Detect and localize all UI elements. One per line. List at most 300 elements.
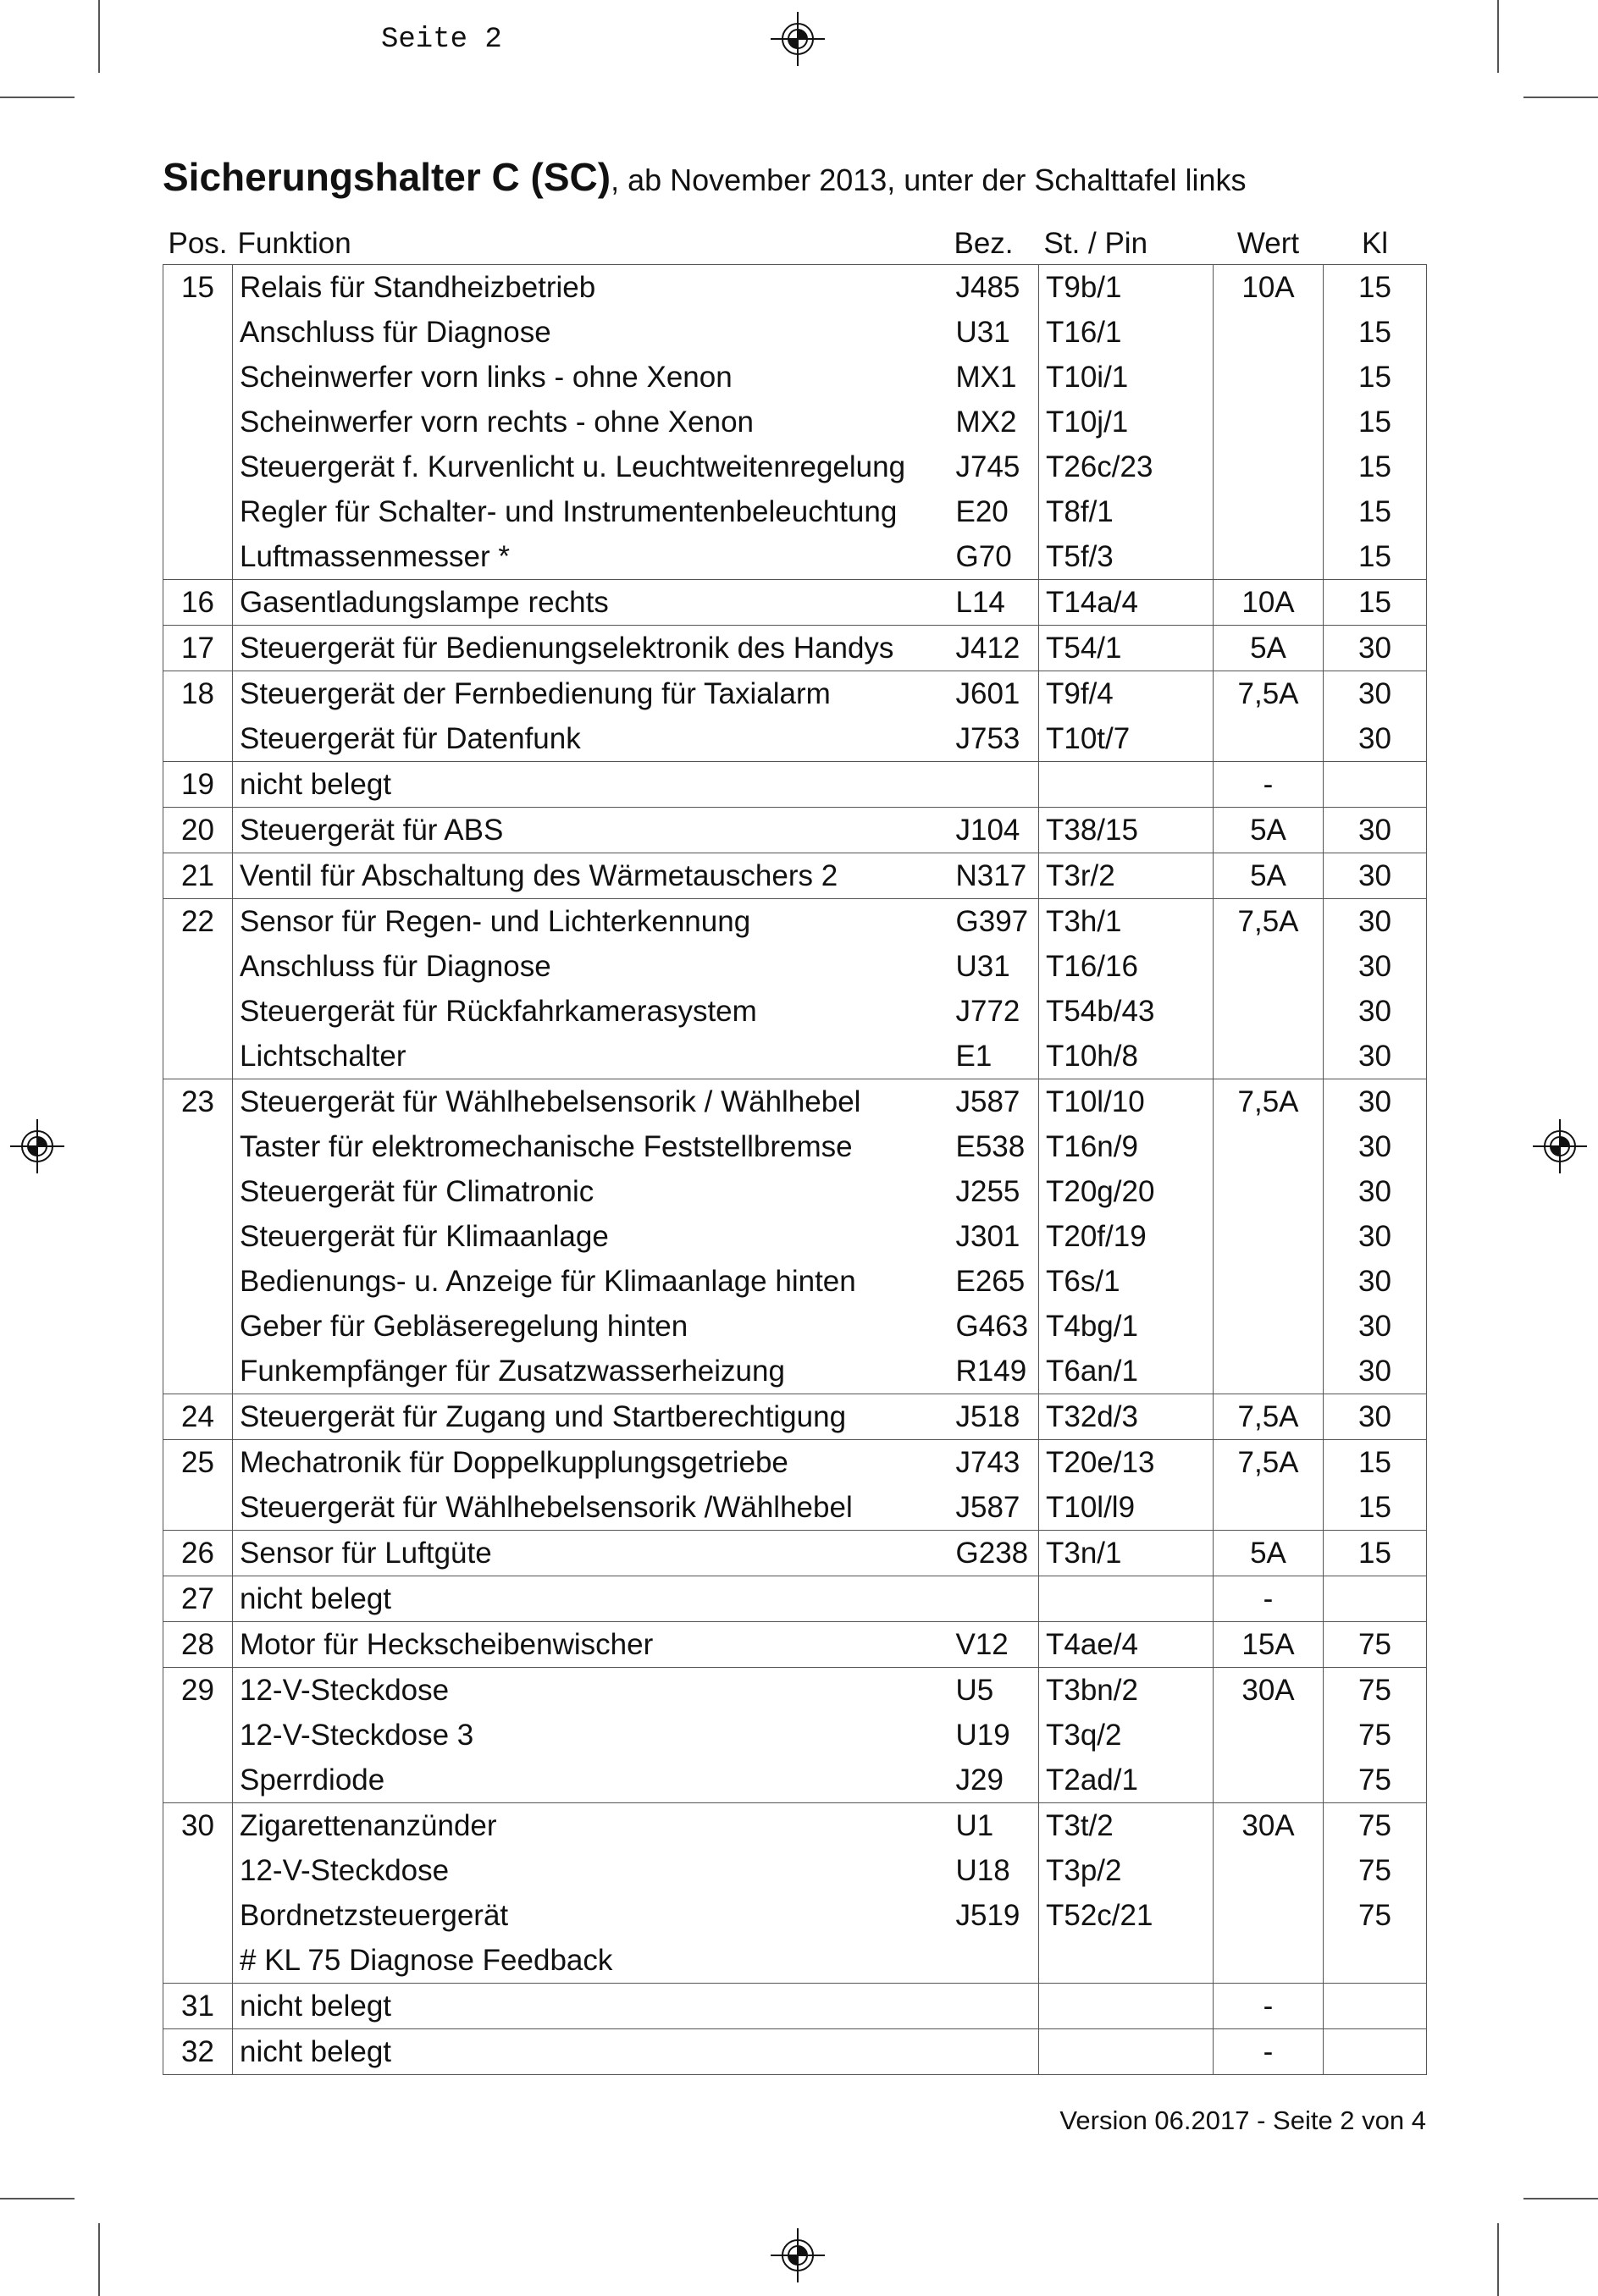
pos-cell [163, 1214, 233, 1259]
pos-cell [163, 1758, 233, 1803]
kl-cell: 75 [1324, 1893, 1427, 1938]
kl-cell: 30 [1324, 853, 1427, 899]
kl-cell: 30 [1324, 1124, 1427, 1169]
kl-cell: 30 [1324, 989, 1427, 1034]
bez-cell: U31 [949, 944, 1039, 989]
function-cell: Steuergerät f. Kurvenlicht u. Leuchtweitenregelung [233, 444, 949, 489]
table-row [163, 716, 1427, 762]
value-cell: - [1214, 1984, 1324, 2029]
bez-cell: J255 [949, 1169, 1039, 1214]
value-cell [1214, 989, 1324, 1034]
pos-cell [163, 355, 233, 400]
pos-cell: 18 [163, 671, 233, 717]
crop-mark [1497, 0, 1499, 73]
function-cell: Bordnetzsteuergerät [233, 1893, 949, 1938]
value-cell [1214, 1214, 1324, 1259]
kl-cell: 30 [1324, 1304, 1427, 1349]
value-cell [1214, 444, 1324, 489]
table-row [163, 1713, 1427, 1758]
function-cell: Steuergerät für Klimaanlage [233, 1214, 949, 1259]
bez-cell: G238 [949, 1531, 1039, 1576]
table-row [163, 580, 1427, 626]
kl-cell: 30 [1324, 671, 1427, 717]
header-function: Funktion [237, 226, 351, 260]
table-row [163, 1803, 1427, 1849]
function-cell: Bedienungs- u. Anzeige für Klimaanlage hinten [233, 1259, 949, 1304]
value-cell [1214, 310, 1324, 355]
value-cell [1214, 355, 1324, 400]
bez-cell: G463 [949, 1304, 1039, 1349]
pos-cell [163, 310, 233, 355]
pin-cell: T26c/23 [1039, 444, 1214, 489]
value-cell: 10A [1214, 580, 1324, 626]
pin-cell: T4ae/4 [1039, 1622, 1214, 1668]
value-cell [1214, 1758, 1324, 1803]
pos-cell [163, 1034, 233, 1079]
table-row [163, 489, 1427, 534]
bez-cell: E1 [949, 1034, 1039, 1079]
function-cell: 12-V-Steckdose 3 [233, 1713, 949, 1758]
bez-cell: J519 [949, 1893, 1039, 1938]
bez-cell: J104 [949, 808, 1039, 853]
table-row [163, 853, 1427, 899]
page-footer: Version 06.2017 - Seite 2 von 4 [1059, 2106, 1426, 2135]
bez-cell: V12 [949, 1622, 1039, 1668]
table-row [163, 1124, 1427, 1169]
pin-cell: T16/16 [1039, 944, 1214, 989]
kl-cell: 15 [1324, 310, 1427, 355]
pos-cell: 25 [163, 1440, 233, 1486]
bez-cell: J587 [949, 1485, 1039, 1531]
pos-cell [163, 444, 233, 489]
pos-cell [163, 1124, 233, 1169]
pin-cell [1039, 1938, 1214, 1984]
header-pin: St. / Pin [1043, 226, 1148, 260]
bez-cell: U19 [949, 1713, 1039, 1758]
pin-cell: T3q/2 [1039, 1713, 1214, 1758]
table-row [163, 265, 1427, 311]
value-cell [1214, 716, 1324, 762]
bez-cell: J601 [949, 671, 1039, 717]
pos-cell [163, 489, 233, 534]
pos-cell [163, 1259, 233, 1304]
function-cell: Scheinwerfer vorn rechts - ohne Xenon [233, 400, 949, 444]
pos-cell: 32 [163, 2029, 233, 2075]
header-value: Wert [1236, 226, 1300, 260]
kl-cell: 30 [1324, 1079, 1427, 1125]
function-cell: nicht belegt [233, 1576, 949, 1622]
kl-cell: 75 [1324, 1713, 1427, 1758]
function-cell: Taster für elektromechanische Feststellbremse [233, 1124, 949, 1169]
table-row [163, 1848, 1427, 1893]
title-main: Sicherungshalter C (SC) [163, 155, 611, 199]
title-sub: , ab November 2013, unter der Schalttafel links [611, 163, 1247, 197]
pos-cell: 19 [163, 762, 233, 808]
kl-cell: 75 [1324, 1803, 1427, 1849]
table-row [163, 1938, 1427, 1984]
pos-cell: 28 [163, 1622, 233, 1668]
kl-cell: 30 [1324, 1349, 1427, 1394]
pos-cell [163, 1349, 233, 1394]
bez-cell: U1 [949, 1803, 1039, 1849]
pin-cell: T2ad/1 [1039, 1758, 1214, 1803]
bez-cell: J745 [949, 444, 1039, 489]
function-cell: Anschluss für Diagnose [233, 944, 949, 989]
bez-cell: J301 [949, 1214, 1039, 1259]
pos-cell: 16 [163, 580, 233, 626]
function-cell: Funkempfänger für Zusatzwasserheizung [233, 1349, 949, 1394]
table-row [163, 400, 1427, 444]
table-row [163, 989, 1427, 1034]
registration-mark-bottom [771, 2228, 825, 2282]
table-row [163, 355, 1427, 400]
function-cell: Anschluss für Diagnose [233, 310, 949, 355]
kl-cell: 15 [1324, 265, 1427, 311]
table-row [163, 808, 1427, 853]
table-row [163, 1259, 1427, 1304]
function-cell: Zigarettenanzünder [233, 1803, 949, 1849]
registration-mark-left [10, 1119, 64, 1173]
pin-cell: T6an/1 [1039, 1349, 1214, 1394]
value-cell: 10A [1214, 265, 1324, 311]
bez-cell: E265 [949, 1259, 1039, 1304]
bez-cell: J485 [949, 265, 1039, 311]
header-pos: Pos. [168, 226, 228, 260]
pin-cell [1039, 1984, 1214, 2029]
table-row [163, 1531, 1427, 1576]
pin-cell: T10h/8 [1039, 1034, 1214, 1079]
kl-cell [1324, 1984, 1427, 2029]
kl-cell: 15 [1324, 534, 1427, 580]
table-row [163, 762, 1427, 808]
kl-cell: 15 [1324, 1440, 1427, 1486]
kl-cell: 30 [1324, 899, 1427, 945]
bez-cell [949, 762, 1039, 808]
pos-cell [163, 989, 233, 1034]
kl-cell: 30 [1324, 1259, 1427, 1304]
pin-cell: T10t/7 [1039, 716, 1214, 762]
kl-cell: 15 [1324, 1531, 1427, 1576]
value-cell [1214, 944, 1324, 989]
page-header-label: Seite 2 [381, 24, 502, 56]
bez-cell: J743 [949, 1440, 1039, 1486]
value-cell: 7,5A [1214, 1440, 1324, 1486]
pin-cell: T6s/1 [1039, 1259, 1214, 1304]
kl-cell [1324, 2029, 1427, 2075]
table-row [163, 1214, 1427, 1259]
value-cell: - [1214, 1576, 1324, 1622]
table-row [163, 1394, 1427, 1440]
kl-cell: 15 [1324, 444, 1427, 489]
value-cell: 7,5A [1214, 1394, 1324, 1440]
function-cell: Sensor für Regen- und Lichterkennung [233, 899, 949, 945]
value-cell: - [1214, 2029, 1324, 2075]
table-row [163, 1622, 1427, 1668]
function-cell: Steuergerät für Zugang und Startberechtigung [233, 1394, 949, 1440]
bez-cell: U5 [949, 1668, 1039, 1714]
table-row [163, 899, 1427, 945]
pin-cell: T8f/1 [1039, 489, 1214, 534]
bez-cell: J587 [949, 1079, 1039, 1125]
pin-cell: T3t/2 [1039, 1803, 1214, 1849]
bez-cell: J412 [949, 626, 1039, 671]
pin-cell: T10l/l9 [1039, 1485, 1214, 1531]
pin-cell: T10i/1 [1039, 355, 1214, 400]
value-cell: 5A [1214, 1531, 1324, 1576]
bez-cell: J518 [949, 1394, 1039, 1440]
kl-cell [1324, 1938, 1427, 1984]
value-cell [1214, 1124, 1324, 1169]
kl-cell [1324, 1576, 1427, 1622]
kl-cell: 30 [1324, 1214, 1427, 1259]
value-cell: 5A [1214, 626, 1324, 671]
value-cell: 7,5A [1214, 671, 1324, 717]
bez-cell: L14 [949, 580, 1039, 626]
function-cell: # KL 75 Diagnose Feedback [233, 1938, 949, 1984]
function-cell: Ventil für Abschaltung des Wärmetauschers 2 [233, 853, 949, 899]
kl-cell [1324, 762, 1427, 808]
registration-mark-right [1533, 1119, 1587, 1173]
kl-cell: 15 [1324, 489, 1427, 534]
value-cell [1214, 1485, 1324, 1531]
header-bez: Bez. [954, 226, 1014, 260]
kl-cell: 75 [1324, 1622, 1427, 1668]
table-row [163, 1576, 1427, 1622]
kl-cell: 30 [1324, 1034, 1427, 1079]
pos-cell [163, 1169, 233, 1214]
pos-cell [163, 400, 233, 444]
value-cell: 7,5A [1214, 1079, 1324, 1125]
value-cell [1214, 1893, 1324, 1938]
function-cell: Sensor für Luftgüte [233, 1531, 949, 1576]
pin-cell [1039, 1576, 1214, 1622]
value-cell: 15A [1214, 1622, 1324, 1668]
pos-cell: 31 [163, 1984, 233, 2029]
pin-cell: T20e/13 [1039, 1440, 1214, 1486]
pos-cell: 15 [163, 265, 233, 311]
bez-cell [949, 2029, 1039, 2075]
bez-cell: E20 [949, 489, 1039, 534]
pin-cell: T16n/9 [1039, 1124, 1214, 1169]
function-cell: 12-V-Steckdose [233, 1848, 949, 1893]
pin-cell: T10l/10 [1039, 1079, 1214, 1125]
value-cell: 7,5A [1214, 899, 1324, 945]
pos-cell: 30 [163, 1803, 233, 1849]
value-cell [1214, 1713, 1324, 1758]
pin-cell [1039, 762, 1214, 808]
bez-cell: MX2 [949, 400, 1039, 444]
table-row [163, 1758, 1427, 1803]
function-cell: Steuergerät für Wählhebelsensorik /Wählhebel [233, 1485, 949, 1531]
pin-cell: T3r/2 [1039, 853, 1214, 899]
value-cell [1214, 489, 1324, 534]
pin-cell: T3n/1 [1039, 1531, 1214, 1576]
kl-cell: 30 [1324, 808, 1427, 853]
pin-cell: T3h/1 [1039, 899, 1214, 945]
pos-cell: 24 [163, 1394, 233, 1440]
function-cell: Steuergerät der Fernbedienung für Taxialarm [233, 671, 949, 717]
kl-cell: 15 [1324, 400, 1427, 444]
function-cell: Mechatronik für Doppelkupplungsgetriebe [233, 1440, 949, 1486]
table-row [163, 671, 1427, 717]
bez-cell: G397 [949, 899, 1039, 945]
pos-cell: 23 [163, 1079, 233, 1125]
crop-mark [0, 97, 75, 98]
function-cell: Steuergerät für Rückfahrkamerasystem [233, 989, 949, 1034]
function-cell: Scheinwerfer vorn links - ohne Xenon [233, 355, 949, 400]
value-cell: 5A [1214, 808, 1324, 853]
pos-cell: 21 [163, 853, 233, 899]
bez-cell [949, 1984, 1039, 2029]
value-cell: 30A [1214, 1803, 1324, 1849]
page-title [163, 154, 1247, 200]
function-cell: Sperrdiode [233, 1758, 949, 1803]
table-row [163, 1485, 1427, 1531]
pin-cell: T52c/21 [1039, 1893, 1214, 1938]
bez-cell: U18 [949, 1848, 1039, 1893]
pin-cell: T10j/1 [1039, 400, 1214, 444]
fuse-table-body [163, 265, 1427, 2075]
value-cell: 5A [1214, 853, 1324, 899]
pos-cell [163, 1713, 233, 1758]
pin-cell: T16/1 [1039, 310, 1214, 355]
pos-cell [163, 1938, 233, 1984]
table-row [163, 1349, 1427, 1394]
pos-cell [163, 1893, 233, 1938]
pos-cell [163, 1485, 233, 1531]
crop-mark [0, 2198, 75, 2199]
table-row [163, 2029, 1427, 2075]
bez-cell: G70 [949, 534, 1039, 580]
pos-cell: 29 [163, 1668, 233, 1714]
value-cell [1214, 1938, 1324, 1984]
bez-cell: R149 [949, 1349, 1039, 1394]
value-cell [1214, 534, 1324, 580]
pin-cell: T54/1 [1039, 626, 1214, 671]
function-cell: Lichtschalter [233, 1034, 949, 1079]
function-cell: Motor für Heckscheibenwischer [233, 1622, 949, 1668]
kl-cell: 75 [1324, 1758, 1427, 1803]
kl-cell: 30 [1324, 944, 1427, 989]
kl-cell: 75 [1324, 1668, 1427, 1714]
kl-cell: 30 [1324, 1394, 1427, 1440]
kl-cell: 30 [1324, 716, 1427, 762]
function-cell: Steuergerät für Bedienungselektronik des Handys [233, 626, 949, 671]
pin-cell: T3p/2 [1039, 1848, 1214, 1893]
function-cell: nicht belegt [233, 2029, 949, 2075]
pos-cell [163, 944, 233, 989]
bez-cell: J772 [949, 989, 1039, 1034]
pin-cell [1039, 2029, 1214, 2075]
function-cell: Steuergerät für ABS [233, 808, 949, 853]
pin-cell: T20g/20 [1039, 1169, 1214, 1214]
pos-cell: 20 [163, 808, 233, 853]
pin-cell: T54b/43 [1039, 989, 1214, 1034]
value-cell [1214, 1169, 1324, 1214]
table-row [163, 1893, 1427, 1938]
function-cell: Geber für Gebläseregelung hinten [233, 1304, 949, 1349]
bez-cell: U31 [949, 310, 1039, 355]
table-row [163, 444, 1427, 489]
pin-cell: T9f/4 [1039, 671, 1214, 717]
function-cell: Steuergerät für Climatronic [233, 1169, 949, 1214]
crop-mark [1497, 2223, 1499, 2296]
pos-cell [163, 716, 233, 762]
function-cell: nicht belegt [233, 762, 949, 808]
pin-cell: T4bg/1 [1039, 1304, 1214, 1349]
header-kl: Kl [1361, 226, 1389, 260]
function-cell: Luftmassenmesser * [233, 534, 949, 580]
kl-cell: 15 [1324, 580, 1427, 626]
pin-cell: T14a/4 [1039, 580, 1214, 626]
table-row [163, 1169, 1427, 1214]
pos-cell [163, 1304, 233, 1349]
table-row [163, 1984, 1427, 2029]
value-cell [1214, 1349, 1324, 1394]
pos-cell [163, 1848, 233, 1893]
pin-cell: T5f/3 [1039, 534, 1214, 580]
bez-cell: E538 [949, 1124, 1039, 1169]
fuse-table [163, 222, 1427, 2075]
function-cell: Steuergerät für Datenfunk [233, 716, 949, 762]
pos-cell: 17 [163, 626, 233, 671]
pin-cell: T9b/1 [1039, 265, 1214, 311]
function-cell: nicht belegt [233, 1984, 949, 2029]
table-row [163, 1304, 1427, 1349]
value-cell: - [1214, 762, 1324, 808]
pos-cell [163, 534, 233, 580]
bez-cell [949, 1576, 1039, 1622]
value-cell [1214, 1034, 1324, 1079]
function-cell: Relais für Standheizbetrieb [233, 265, 949, 311]
function-cell: Steuergerät für Wählhebelsensorik / Wählhebel [233, 1079, 949, 1125]
crop-mark [98, 0, 100, 73]
pos-cell: 27 [163, 1576, 233, 1622]
value-cell [1214, 1259, 1324, 1304]
kl-cell: 75 [1324, 1848, 1427, 1893]
value-cell: 30A [1214, 1668, 1324, 1714]
crop-mark [98, 2223, 100, 2296]
kl-cell: 30 [1324, 1169, 1427, 1214]
table-row [163, 626, 1427, 671]
value-cell [1214, 1304, 1324, 1349]
function-cell: 12-V-Steckdose [233, 1668, 949, 1714]
table-row [163, 310, 1427, 355]
function-cell: Regler für Schalter- und Instrumentenbeleuchtung [233, 489, 949, 534]
table-row [163, 1668, 1427, 1714]
table-row [163, 534, 1427, 580]
pin-cell: T20f/19 [1039, 1214, 1214, 1259]
table-row [163, 944, 1427, 989]
crop-mark [1523, 2198, 1598, 2199]
pos-cell: 22 [163, 899, 233, 945]
bez-cell: N317 [949, 853, 1039, 899]
kl-cell: 15 [1324, 1485, 1427, 1531]
table-row [163, 1079, 1427, 1125]
bez-cell: J753 [949, 716, 1039, 762]
bez-cell: MX1 [949, 355, 1039, 400]
pos-cell: 26 [163, 1531, 233, 1576]
kl-cell: 30 [1324, 626, 1427, 671]
kl-cell: 15 [1324, 355, 1427, 400]
table-row [163, 1440, 1427, 1486]
value-cell [1214, 400, 1324, 444]
pin-cell: T32d/3 [1039, 1394, 1214, 1440]
table-row [163, 1034, 1427, 1079]
bez-cell [949, 1938, 1039, 1984]
value-cell [1214, 1848, 1324, 1893]
registration-mark-top [771, 12, 825, 66]
